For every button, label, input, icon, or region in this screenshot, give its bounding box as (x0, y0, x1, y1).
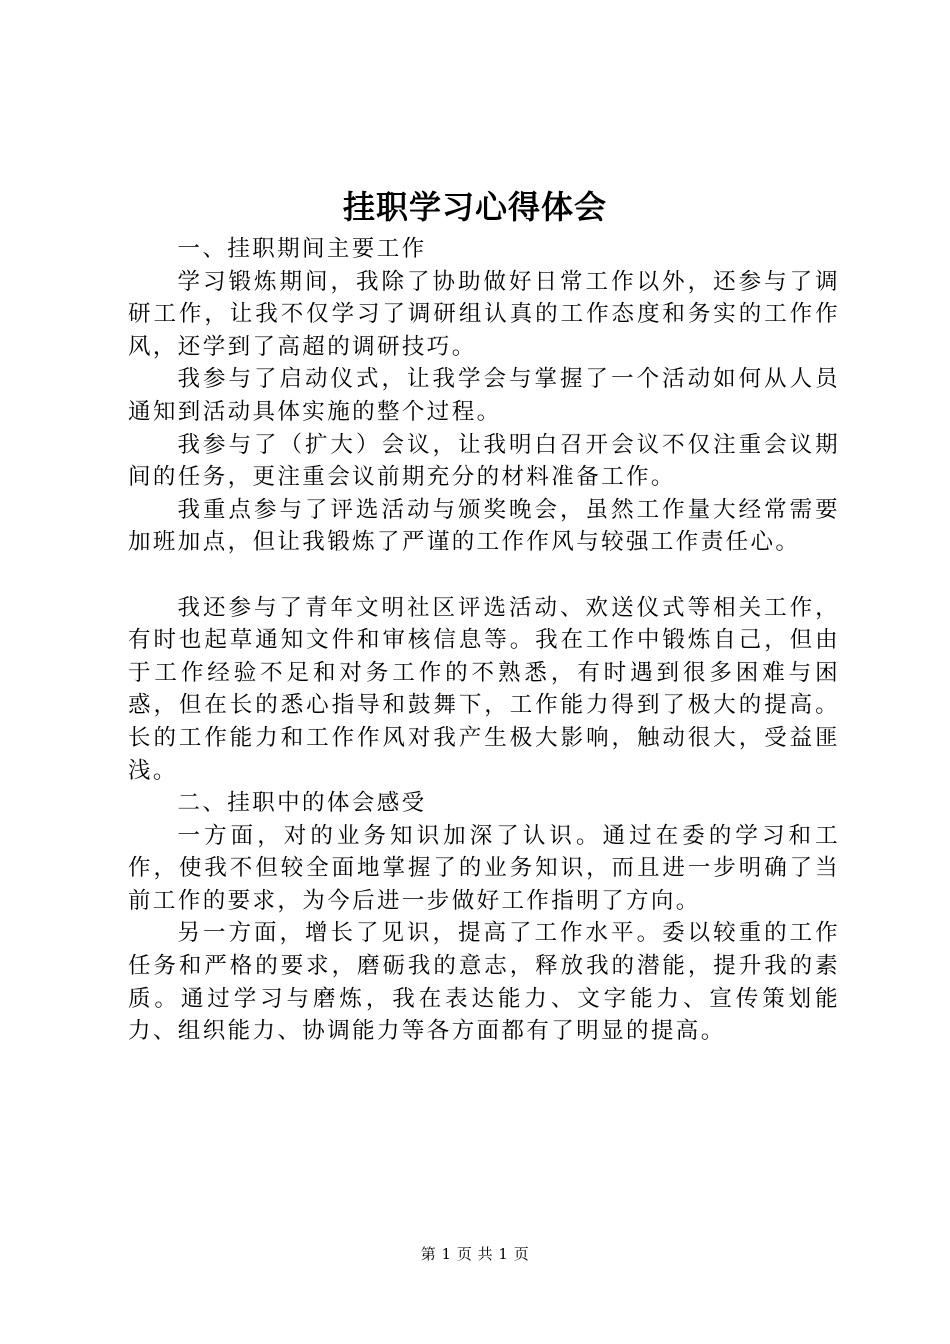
document-title: 挂职学习心得体会 (342, 188, 607, 226)
body-paragraph: 学习锻炼期间，我除了协助做好日常工作以外，还参与了调研工作，让我不仅学习了调研组认真的工作态度和务实的工作作风，还学到了高超的调研技巧。 (128, 268, 840, 360)
body-paragraph: 我参与了（扩大）会议，让我明白召开会议不仅注重会议期间的任务，更注重会议前期充分的材料准备工作。 (128, 431, 840, 491)
body-paragraph: 一方面，对的业务知识加深了认识。通过在委的学习和工作，使我不但较全面地掌握了的业务知识，而且进一步明确了当前工作的要求，为今后进一步做好工作指明了方向。 (128, 822, 840, 914)
section-heading-2: 二、挂职中的体会感受 (177, 790, 427, 817)
document-body (128, 233, 840, 1048)
body-paragraph: 另一方面，增长了见识，提高了工作水平。委以较重的工作任务和严格的要求，磨砺我的意志，释放我的潜能，提升我的素质。通过学习与磨炼，我在表达能力、文字能力、宣传策划能力、组织能力、协调能力等各方面都有了明显的提高。 (128, 920, 840, 1045)
body-paragraph: 我还参与了青年文明社区评选活动、欢送仪式等相关工作，有时也起草通知文件和审核信息等。我在工作中锻炼自己，但由于工作经验不足和对务工作的不熟悉，有时遇到很多困难与困惑，但在长的悉心指导和鼓舞下，工作能力得到了极大的提高。长的工作能力和工作作风对我产生极大影响，触动很大，受益匪浅。 (128, 594, 840, 784)
body-paragraph: 我重点参与了评选活动与颁奖晚会，虽然工作量大经常需要加班加点，但让我锻炼了严谨的工作作风与较强工作责任心。 (128, 496, 840, 556)
page-number-footer: 第 1 页 共 1 页 (420, 1245, 530, 1263)
section-heading-1: 一、挂职期间主要工作 (177, 236, 427, 262)
body-paragraph: 我参与了启动仪式，让我学会与掌握了一个活动如何从人员通知到活动具体实施的整个过程。 (128, 366, 840, 425)
